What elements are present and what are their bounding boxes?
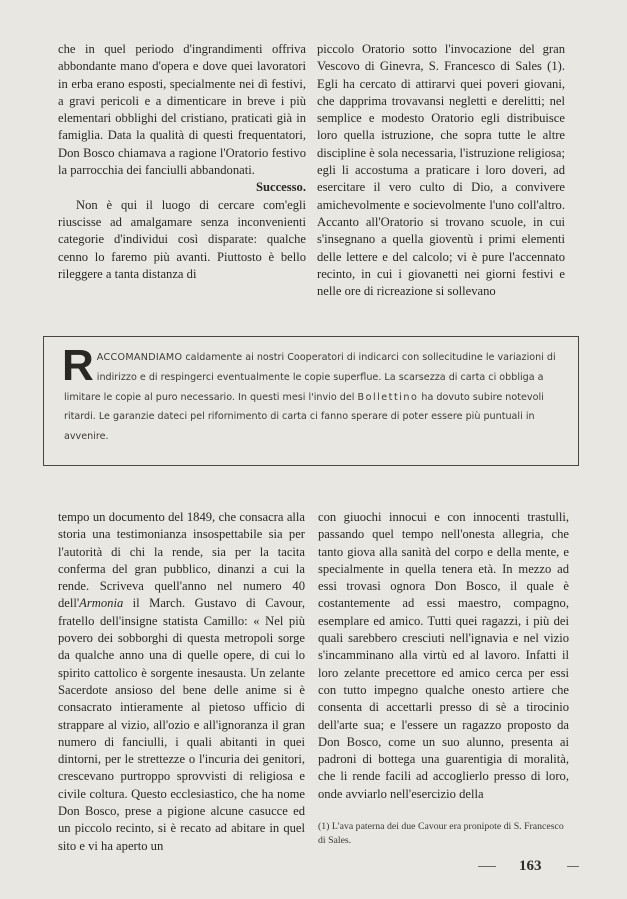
column-top-right [317,41,565,300]
notice-lead-word: ACCOMANDIAMO [96,352,183,363]
section-heading: Successo. [255,180,306,195]
body-text: il March. Gustavo di Cavour, fratello dell'insigne statista Camillo: « Nel più povero dei sobborghi di questa metropoli sorge da qualche anno una di quelle opere, di cui lo spirito cattolico è sorgente inesausta. Un zelante Sacerdote ansioso del bene delle anime si è consacrato intieramente al pietoso ufficio di strappare al vizio, all'ozio e all'ignoranza il gran numero di fanciulli, i quali abitanti in quei dintorni, per le strettezze o l'incuria dei genitori, crescevano purtroppo sprovvisti di religiosa e civile coltura. Questo ecclesiastico, che ha nome Don Bosco, prese a pigione alcune casucce ed un piccolo recinto, si è recato ad abitare in quel sito e vi ha aperto un [58,596,305,853]
newspaper-title: Armonia [79,596,124,611]
notice-text: caldamente ai nostri Cooperatori di indicarci con sollecitudine le variazioni di indirizzo e di respingerci eventualmente le copie superflue. La scarsezza di carta ci obbliga a limitare le copie al puro necessario. In questi mesi l'invio del [64,352,556,403]
bulletin-name: Bollettino [357,391,419,403]
column-top-left [58,41,306,283]
body-paragraph: Non è qui il luogo di cercare com'egli riuscisse ad amalgamare senza inconvenienti categorie d'individui così disparate: qualche cenno lo faremo più avanti. Piuttosto è bello rileggere a tanta distanza di [58,197,306,281]
column-bottom-right [318,509,569,803]
page-number-dash [567,866,579,867]
footnote: (1) L'ava paterna dei due Cavour era pronipote di S. Francesco di Sales. [318,821,564,846]
notice-text: ha dovuto subire notevoli ritardi. Le garanzie dateci pel rifornimento di carta ci fanno sperare di poter essere più puntuali in avvenire. [64,391,544,443]
body-paragraph: che in quel periodo d'ingrandimenti offriva abbondante mano d'opera e dove quei lavoratori in erba erano esposti, specialmente nei dì festivi, a gravi pericoli e a dimenticare in breve i più elementari obblighi del cristiano, praticati già in famiglia. Data la qualità di questi frequentatori, Don Bosco chiamava a ragione l'Oratorio festivo la parrocchia dei fanciulli abbandonati. [58,42,306,178]
column-bottom-left [58,509,305,855]
drop-cap: R [62,341,94,390]
body-paragraph: con giuochi innocui e con innocenti trastulli, passando quel tempo nell'onesta allegria, che tanto giova alla sanità del corpo e della mente, e specialmente in quella tenera età. In mezzo ad essi trovasi ognora Don Bosco, il quale è costantemente ad essi maestro, compagno, esemplare ed amico. Tutti quei ragazzi, i più dei quali sarebbero cresciuti nell'ignavia e nel vizio s'incamminano alla virtù ed al lavoro. Infatti il loro zelante precettore ed amico cerca per essi con tutto impegno qualche onesto artiere che consenta di accettarli presso di sè a tirocinio dell'arte sua; e l'essere un ragazzo proposto da Don Bosco, come un suo alunno, presenta ai padroni di bottega una guarentigia di moralità, che li rende facili ad accoglierlo presso di loro, onde avviarlo nell'esercizio della [318,510,569,801]
body-paragraph: piccolo Oratorio sotto l'invocazione del gran Vescovo di Ginevra, S. Francesco di Sales (1). Egli ha cercato di attirarvi quei poveri giovani, che dapprima trovavansi negletti e derelitti; nel semplice e modesto Oratorio egli distribuisce loro quella istruzione, che sopra tutte le altre discipline è sola necessaria, l'istruzione religiosa; egli li accostuma a praticare i loro doveri, ad esercitare il vero culto di Dio, a convivere amichevolmente e socievolmente l'uno coll'altro. Accanto all'Oratorio si trovano scuole, in cui s'insegnano a quella gioventù i primi elementi delle lettere e del calcolo; vi è pure l'accennato recinto, in cui i giovanetti nei giorni festivi e nelle ore di ricreazione si sollevano [317,42,565,299]
body-paragraph [58,509,305,855]
body-text: tempo un documento del 1849, che consacra alla storia una testimonianza insospettabile sia per l'autorità di chi la rende, sia per la tacita conferma del gran pubblico, dinanzi a cui la rende. Scriveva quell'anno nel numero 40 dell' [58,510,305,611]
page-number: 163 [519,858,542,874]
notice-box [43,336,579,466]
page-number-dash [478,866,496,867]
